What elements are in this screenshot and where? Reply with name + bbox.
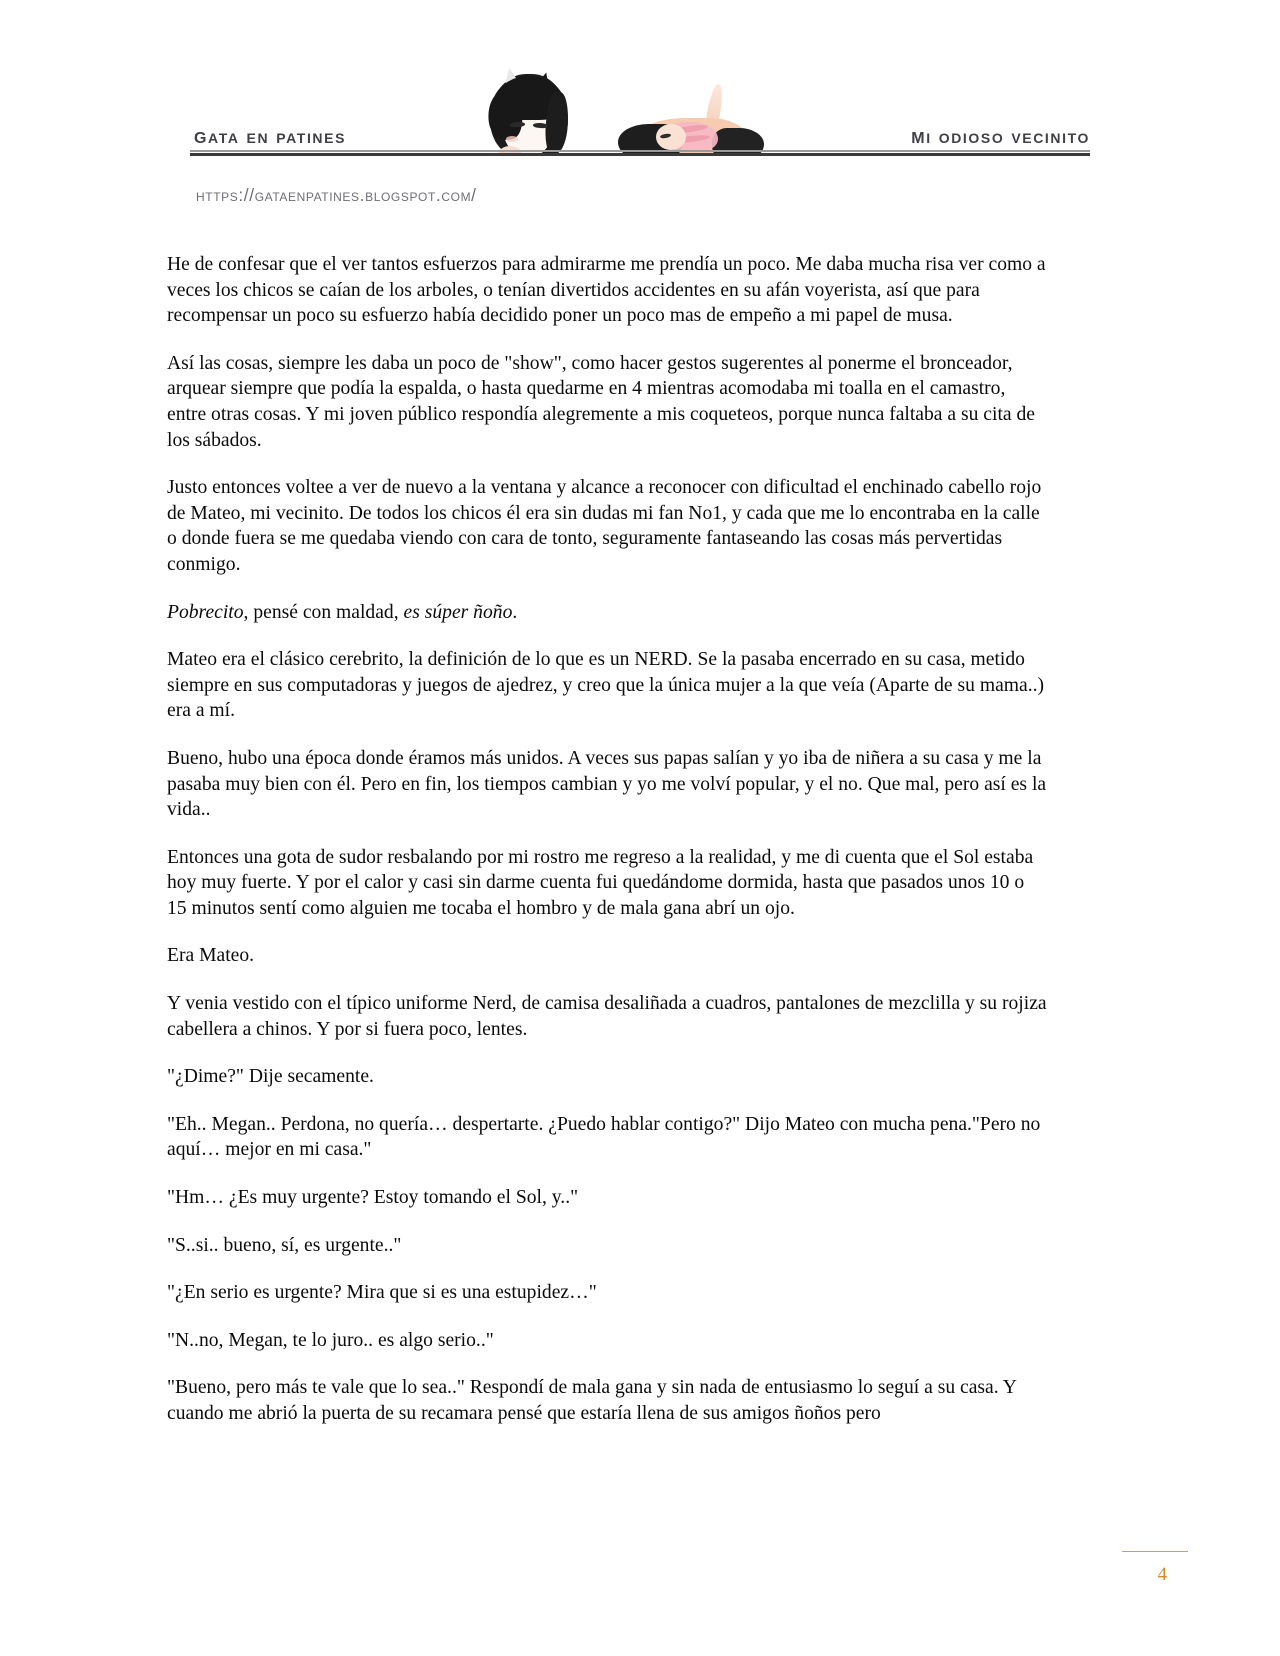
dialogue-line: "¿En serio es urgente? Mira que si es una estupidez…" [167, 1282, 597, 1304]
blog-title: gata en patines [194, 122, 347, 148]
paragraph: Entonces una gota de sudor resbalando por mi rostro me regreso a la realidad, y me di cuenta que el Sol estaba hoy muy fuerte. Y por el calor y casi sin darme cuenta fui quedándome dormida, hasta que pasados unos 10 o 15 minutos sentí como alguien me tocaba el hombro y de mala gana abrí un ojo. [167, 846, 1034, 919]
emphasis-super-nono: es súper ñoño [403, 601, 513, 623]
dialogue-line: "¿Dime?" Dije secamente. [167, 1066, 374, 1088]
page-number: 4 [1157, 1564, 1167, 1585]
paragraph: "Bueno, pero más te vale que lo sea.." Respondí de mala gana y sin nada de entusiasmo lo seguí a su casa. Y cuando me abrió la puerta de su recamara pensé que estaría llena de sus amigos ñoños pero [167, 1377, 1017, 1424]
paragraph-with-emphasis [167, 600, 1047, 626]
paragraph: Justo entonces voltee a ver de nuevo a la ventana y alcance a reconocer con dificultad el enchinado cabello rojo de Mateo, mi vecinito. De todos los chicos él era sin dudas mi fan No1, y cada que me lo encontraba en la calle o donde fuera se me quedaba viendo con cara de tonto, seguramente fantaseando las cosas más pervertidas conmigo. [167, 477, 1042, 575]
paragraph: Y venia vestido con el típico uniforme Nerd, de camisa desaliñada a cuadros, pantalones de mezclilla y su rojiza cabellera a chinos. Y por si fuera poco, lentes. [167, 993, 1047, 1040]
header-divider-dark [190, 153, 1090, 156]
document-body [167, 252, 1047, 1449]
reclining-character-icon [616, 84, 766, 154]
header-divider-light [190, 150, 1090, 152]
dialogue-line: "S..si.. bueno, sí, es urgente.." [167, 1234, 402, 1256]
paragraph-middle: , pensé con maldad, [243, 601, 404, 623]
cat-girl-character-icon [476, 70, 584, 154]
paragraph: Bueno, hubo una época donde éramos más unidos. A veces sus papas salían y yo iba de niñera a su casa y me la pasaba muy bien con él. Pero en fin, los tiempos cambian y yo me volví popular, y el no. Que mal, pero así es la vida.. [167, 747, 1047, 821]
dialogue-line: "N..no, Megan, te lo juro.. es algo serio.." [167, 1329, 494, 1351]
paragraph-end: . [512, 601, 518, 623]
paragraph: Era Mateo. [167, 945, 255, 967]
blog-url-link[interactable]: https://gataenpatines.blogspot.com/ [196, 185, 477, 205]
footer-divider [1122, 1551, 1188, 1552]
dialogue-line: "Hm… ¿Es muy urgente? Estoy tomando el Sol, y.." [167, 1187, 579, 1209]
page-header [0, 62, 1280, 172]
paragraph: He de confesar que el ver tantos esfuerzos para admirarme me prendía un poco. Me daba mucha risa ver como a veces los chicos se caían de los arboles, o tenían divertidos accidentes en su afán voyerista, así que para recompensar un poco su esfuerzo había decidido poner un poco mas de empeño a mi papel de musa. [167, 254, 1046, 327]
header-illustration-icon [466, 62, 766, 154]
dialogue-line: "Eh.. Megan.. Perdona, no quería… despertarte. ¿Puedo hablar contigo?" Dijo Mateo con mucha pena."Pero no aquí… mejor en mi casa." [167, 1113, 1041, 1161]
paragraph: Mateo era el clásico cerebrito, la definición de lo que es un NERD. Se la pasaba encerrado en su casa, metido siempre en sus computadoras y juegos de ajedrez, y creo que la única mujer a la que veía (Aparte de su mama..) era a mí. [167, 649, 1045, 722]
emphasis-pobrecito: Pobrecito [167, 601, 244, 623]
paragraph: Así las cosas, siempre les daba un poco de "show", como hacer gestos sugerentes al ponerme el bronceador, arquear siempre que podía la espalda, o hasta quedarme en 4 mientras acomodaba mi toalla en el camastro, entre otras cosas. Y mi joven público respondía alegremente a mis coqueteos, porque nunca faltaba a su cita de los sábados. [167, 352, 1035, 451]
story-title: mi odioso vecinito [911, 122, 1090, 148]
